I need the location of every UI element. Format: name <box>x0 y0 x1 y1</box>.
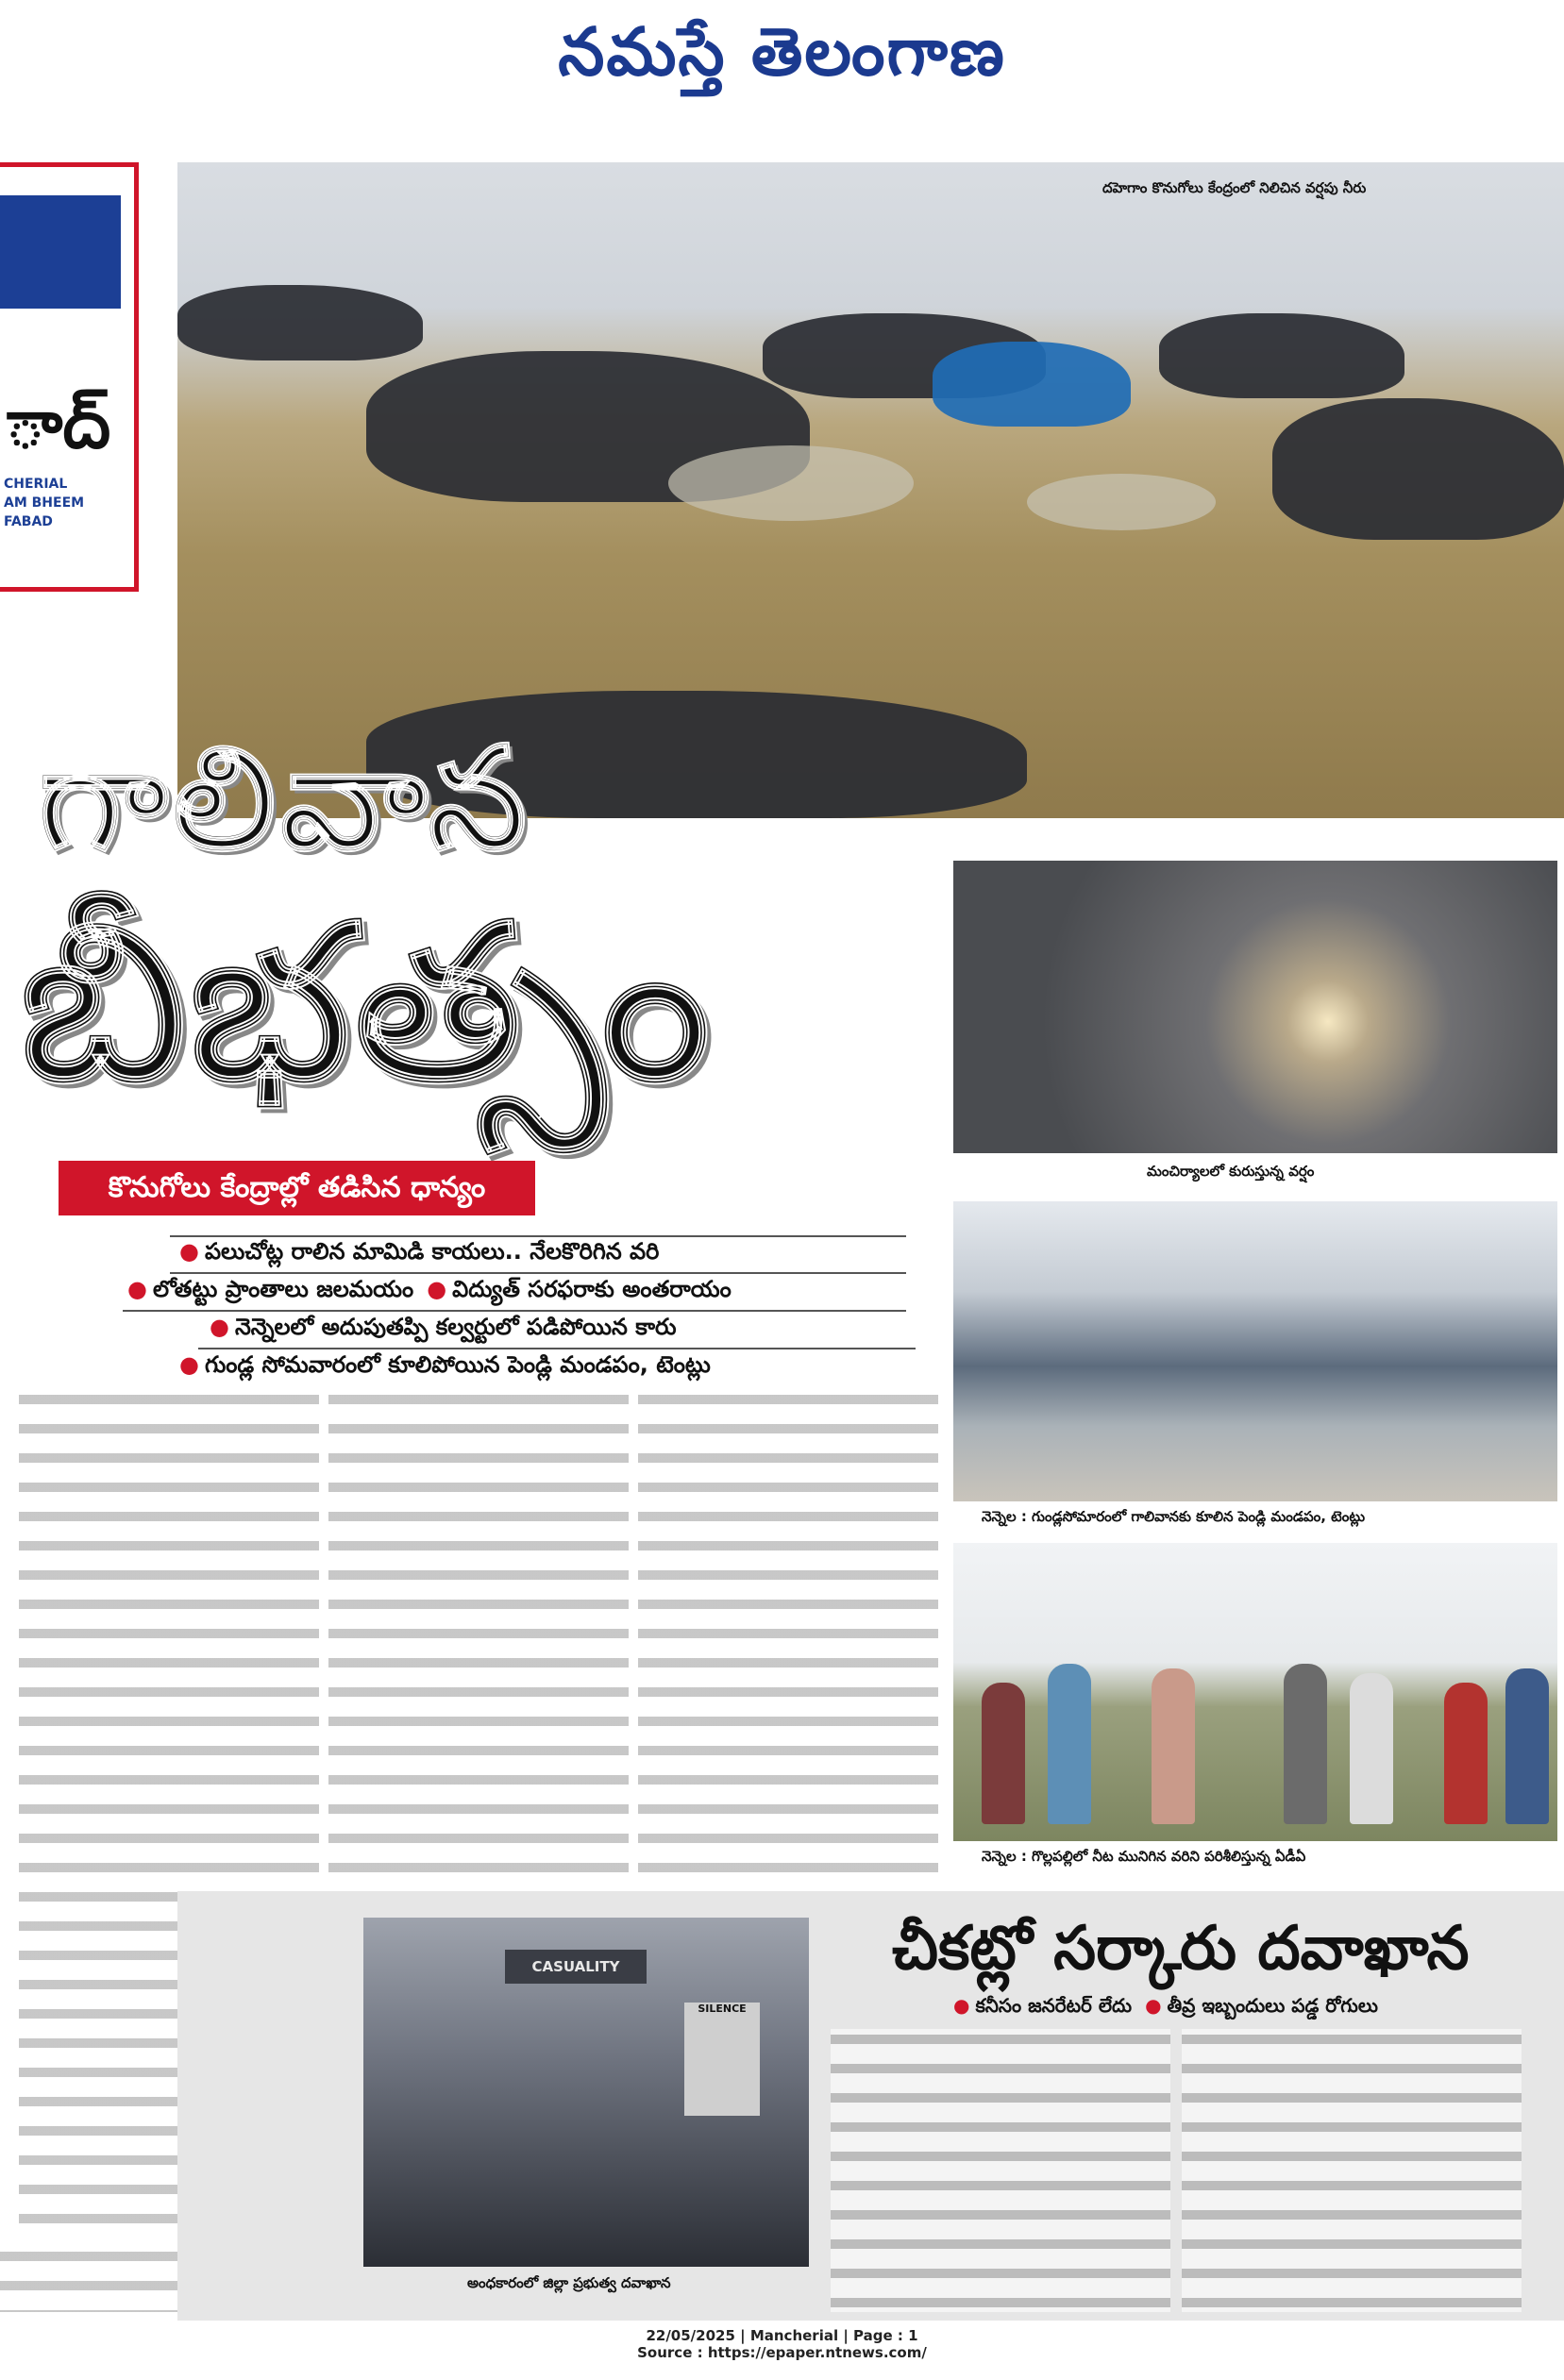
article-column <box>638 1389 938 1889</box>
night-rain-photo <box>953 861 1557 1153</box>
page-footer <box>0 2327 1564 2361</box>
adjacent-panel <box>0 162 139 592</box>
divider <box>123 1310 906 1312</box>
panel-big-text: ాద్ <box>6 384 111 463</box>
footer-source: Source : https://epaper.ntnews.com/ <box>637 2344 927 2361</box>
silence-poster: SILENCE <box>684 2003 760 2116</box>
second-headline: చీకట్లో సర్కారు దవాఖాన <box>892 1914 1470 1984</box>
divider <box>198 1348 916 1349</box>
panel-line: AM BHEEM <box>4 495 85 511</box>
article-column <box>1182 2029 1522 2312</box>
bullet-line: ● గుండ్ల సోమవారంలో కూలిపోయిన పెండ్లి మండపం, టెంట్లు <box>179 1351 711 1378</box>
photo-caption: అంధకారంలో జిల్లా ప్రభుత్వ దవాఖాన <box>467 2274 671 2291</box>
photo-caption: నెన్నెల : గుండ్లసోమారంలో గాలివానకు కూలిన పెండ్లి మండపం, టెంట్లు <box>982 1508 1366 1525</box>
collapsed-tent-photo <box>953 1201 1557 1501</box>
article-column <box>328 1389 629 1889</box>
second-bullet-line: ● కనీసం జనరేటర్ లేదు ● తీవ్ర ఇబ్బందులు పడ్డ రోగులు <box>953 1994 1378 2017</box>
masthead-title: నమస్తే తెలంగాణ <box>558 12 1006 91</box>
hospital-photo <box>363 1918 809 2267</box>
casualty-sign: CASUALITY <box>505 1950 647 1984</box>
divider <box>170 1235 906 1237</box>
field-inspection-photo <box>953 1543 1557 1841</box>
footer-line: 22/05/2025 | Mancherial | Page : 1 <box>646 2327 918 2344</box>
subheadline-bar: కొనుగోలు కేంద్రాల్లో తడిసిన ధాన్యం <box>59 1161 535 1215</box>
bullet-line: ● పలుచోట్ల రాలిన మామిడి కాయలు.. నేలకొరిగిన వరి <box>179 1238 660 1265</box>
bullet-line: ● నెన్నెలలో అదుపుతప్పి కల్వర్టులో పడిపోయిన కారు <box>210 1314 677 1340</box>
panel-blue-band <box>0 195 121 309</box>
divider <box>170 1272 906 1274</box>
headline-line1: గాలివాన <box>38 717 530 881</box>
photo-caption: దహెగాం కొనుగోలు కేంద్రంలో నిలిచిన వర్షపు నీరు <box>1102 179 1367 196</box>
photo-caption: నెన్నెల : గొల్లపల్లిలో నీట మునిగిన వరిని పరిశీలిస్తున్న ఏడీఏ <box>982 1848 1306 1865</box>
article-column <box>831 2029 1170 2312</box>
photo-caption: మంచిర్యాలలో కురుస్తున్న వర్షం <box>1147 1163 1315 1180</box>
panel-line: FABAD <box>4 514 53 529</box>
headline-line2: బీభత్సం <box>19 878 713 1130</box>
panel-line: CHERIAL <box>4 477 68 492</box>
bullet-line: ● లోతట్టు ప్రాంతాలు జలమయం ● విద్యుత్ సరఫరాకు అంతరాయం <box>127 1276 732 1302</box>
